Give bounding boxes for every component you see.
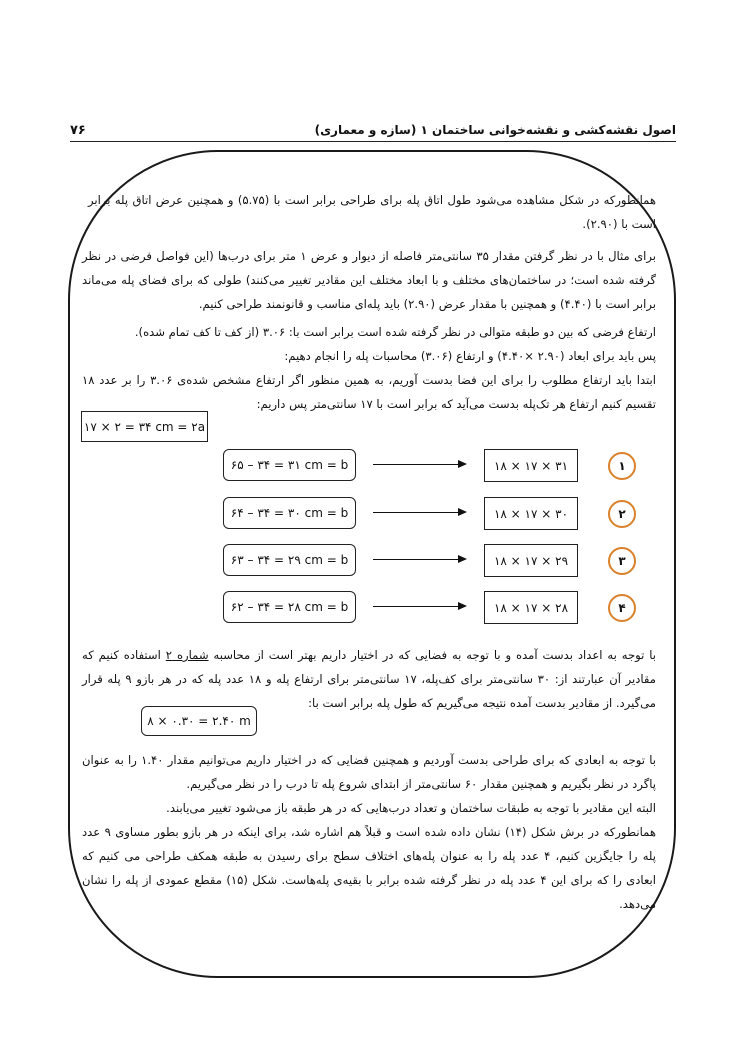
product-text: ۱۸ × ۱۷ × ۳۱: [493, 458, 569, 473]
row-number-badge: ۱: [608, 452, 636, 480]
formula-2a: ۱۷ × ۲ = ۳۴ cm = ۲a: [83, 419, 206, 434]
paragraph-floor-height: ارتفاع فرضی که بین دو طبقه متوالی در نظر گرفته شده است برابر است با: ۳.۰۶ (از کف تا کف تمام شده).: [134, 325, 656, 339]
product-text: ۱۸ × ۱۷ × ۳۰: [493, 506, 569, 521]
result-box: [223, 591, 356, 623]
page-number: ۷۶: [70, 123, 86, 138]
page-header: [70, 121, 676, 142]
result-box: [223, 449, 356, 481]
paragraph-choose-option: [82, 643, 656, 715]
text-before: با توجه به اعداد بدست آمده و با توجه به فضایی که در اختیار داریم بهتر است از محاسبه: [213, 648, 656, 662]
arrow-icon: [373, 606, 465, 607]
row-number-badge: ۲: [608, 500, 636, 528]
arrow-icon: [373, 464, 465, 465]
text-after: استفاده کنیم که مقادیر آن عبارتند از: ۳۰ سانتی‌متر برای کف‌پله، ۱۷ سانتی‌متر برای ارتفاع پله و ۱۸ عدد پله که در هر بازو ۹ پله قرار می‌گیرد. از مقادیر بدست آمده نتیجه می‌گیریم که طول پله برابر است با:: [82, 648, 657, 710]
result-box: [223, 544, 356, 576]
product-box: [484, 449, 578, 482]
result-box: [223, 497, 356, 529]
paragraph-note: البته این مقادیر با توجه به طبقات ساختمان و تعداد درب‌هایی که در هر طبقه باز می‌شود تغییر می‌یابند.: [166, 801, 656, 815]
paragraph-room-dimensions: همانطورکه در شکل مشاهده می‌شود طول اتاق پله برای طراحی برابر است با (۵.۷۵) و همچنین عرض اتاق پله برابر است با (۲.۹۰).: [88, 193, 656, 231]
underlined-option: شماره ۲: [165, 648, 209, 662]
formula-length: ۸ × ۰.۳۰ = ۲.۴۰ m: [147, 714, 251, 728]
product-text: ۱۸ × ۱۷ × ۲۹: [493, 553, 569, 568]
row-number-badge: ۳: [608, 547, 636, 575]
product-box: [484, 544, 578, 577]
formula-2a-box: [81, 411, 208, 442]
paragraph-example-spacing: برای مثال با در نظر گرفتن مقدار ۳۵ سانتی‌متر فاصله از دیوار و عرض ۱ متر برای درب‌ها (این فواصل فرضی در نظر گرفته شده است؛ در ساختمان‌های مختلف و با ابعاد مختلف این مقادیر تغییر می‌کنند) طولی که برای فضای پله می‌ماند برابر است با (۴.۴۰) و همچنین با مقدار عرض (۲.۹۰) باید پله‌ای مناسب و قانونمند طراحی کنیم.: [82, 249, 656, 311]
result-text: ۶۲ – ۳۴ = ۲۸ cm = b: [230, 600, 349, 614]
paragraph-landing: با توجه به ابعادی که برای طراحی بدست آوردیم و همچنین فضایی که در اختیار داریم می‌توانیم مقدار ۱.۴۰ را به عنوان پاگرد در نظر بگیریم و همچنین مقدار ۶۰ سانتی‌متر از ابتدای شروع پله تا درب را در نظر می‌گیریم.: [82, 753, 656, 791]
result-text: ۶۳ – ۳۴ = ۲۹ cm = b: [230, 553, 349, 567]
product-box: [484, 591, 578, 624]
arrow-icon: [373, 559, 465, 560]
arrow-icon: [373, 512, 465, 513]
row-number-badge: ۴: [608, 594, 636, 622]
product-box: [484, 497, 578, 530]
formula-length-box: [141, 706, 257, 736]
paragraph-riser-height: ابتدا باید ارتفاع مطلوب را برای این فضا بدست آوریم، به همین منظور اگر ارتفاع مشخص شده‌ی ۳.۰۶ را بر عدد ۱۸ تقسیم کنیم ارتفاع هر تک‌پله بدست می‌آید که برابر است با ۱۷ سانتی‌متر پس داریم:: [82, 373, 656, 411]
paragraph-dimensions: پس باید برای ابعاد (۲.۹۰ ×۴.۴۰) و ارتفاع (۳.۰۶) محاسبات پله را انجام دهیم:: [284, 349, 656, 363]
book-title: اصول نقشه‌کشی و نقشه‌خوانی ساختمان ۱ (سازه و معماری): [314, 123, 676, 137]
result-text: ۶۵ – ۳۴ = ۳۱ cm = b: [230, 458, 349, 472]
result-text: ۶۴ – ۳۴ = ۳۰ cm = b: [230, 506, 349, 520]
product-text: ۱۸ × ۱۷ × ۲۸: [493, 600, 569, 615]
paragraph-section: همانطورکه در برش شکل (۱۴) نشان داده شده است و قبلاً هم اشاره شد، برای اینکه در هر بازو بطور مساوی ۹ عدد پله را جایگزین کنیم، ۴ عدد پله را به عنوان پله‌های اختلاف سطح برای رسیدن به طبقه همکف طراحی می کنیم که ابعادی را که برای این ۴ عدد پله در نظر گرفته شده برابر با بقیه‌ی پله‌هاست. شکل (۱۵) مقطع عمودی از پله را نشان می‌دهد.: [82, 825, 656, 911]
